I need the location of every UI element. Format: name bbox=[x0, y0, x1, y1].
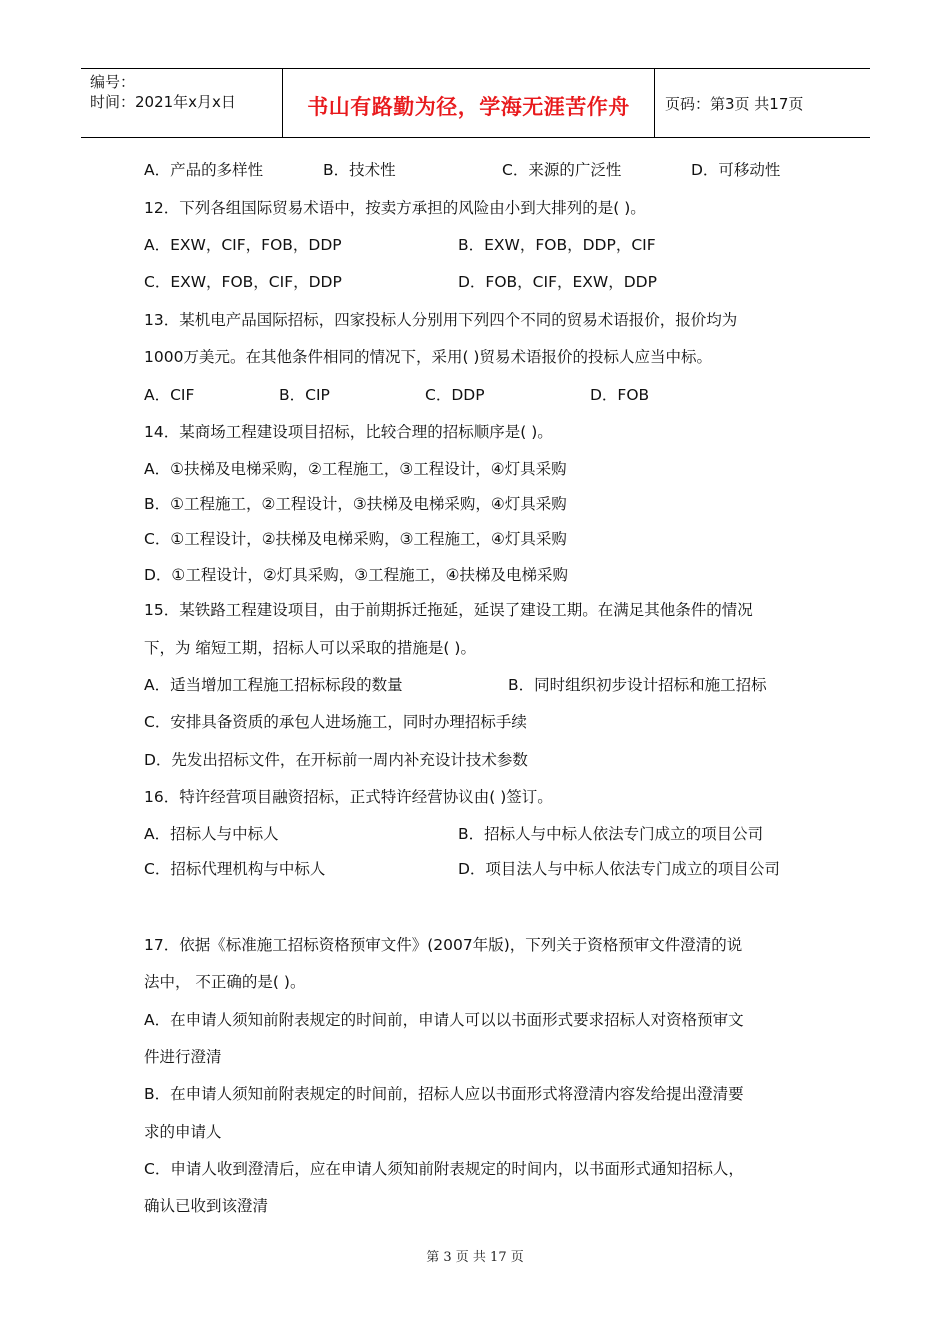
motto: 书山有路勤为径，学海无涯苦作舟 bbox=[307, 95, 630, 119]
q13-stem-line2: 1000万美元。在其他条件相同的情况下，采用( )贸易术语报价的投标人应当中标。 bbox=[144, 348, 712, 366]
q14-stem: 14．某商场工程建设项目招标，比较合理的招标顺序是( )。 bbox=[144, 423, 553, 441]
header-middle-cell bbox=[283, 69, 655, 137]
q12-option-c: C．EXW，FOB，CIF，DDP bbox=[144, 273, 342, 291]
q17-stem-line2: 法中， 不正确的是( )。 bbox=[144, 973, 306, 991]
q17-stem-line1: 17．依据《标准施工招标资格预审文件》(2007年版)，下列关于资格预审文件澄清的说 bbox=[144, 936, 743, 954]
q13-option-a: A．CIF bbox=[144, 386, 195, 404]
q16-stem: 16．特许经营项目融资招标，正式特许经营协议由( )签订。 bbox=[144, 788, 553, 806]
q14-option-a: A．①扶梯及电梯采购，②工程施工，③工程设计，④灯具采购 bbox=[144, 460, 567, 478]
number-label: 编号： bbox=[90, 73, 136, 91]
q13-option-b: B．CIP bbox=[279, 386, 330, 404]
q15-option-c: C．安排具备资质的承包人进场施工，同时办理招标手续 bbox=[144, 713, 527, 731]
q15-option-d: D．先发出招标文件，在开标前一周内补充设计技术参数 bbox=[144, 751, 528, 769]
q13-stem-line1: 13．某机电产品国际招标，四家投标人分别用下列四个不同的贸易术语报价，报价均为 bbox=[144, 311, 738, 329]
q11-option-b: B．技术性 bbox=[323, 161, 396, 179]
q15-option-a: A．适当增加工程施工招标标段的数量 bbox=[144, 676, 403, 694]
q16-option-d: D．项目法人与中标人依法专门成立的项目公司 bbox=[458, 860, 780, 878]
page-info: 页码：第3页 共17页 bbox=[665, 95, 804, 113]
q12-option-b: B．EXW，FOB，DDP，CIF bbox=[458, 236, 656, 254]
q17-option-c-line2: 确认已收到该澄清 bbox=[144, 1197, 269, 1215]
header-right-cell bbox=[655, 69, 870, 137]
q17-option-b-line2: 求的申请人 bbox=[144, 1123, 222, 1141]
q17-option-c-line1: C．申请人收到澄清后，应在申请人须知前附表规定的时间内，以书面形式通知招标人， bbox=[144, 1160, 744, 1178]
q15-stem-line2: 下，为 缩短工期，招标人可以采取的措施是( )。 bbox=[144, 639, 476, 657]
header-left-cell bbox=[81, 69, 283, 137]
q15-option-b: B．同时组织初步设计招标和施工招标 bbox=[508, 676, 767, 694]
q17-option-b-line1: B．在申请人须知前附表规定的时间前，招标人应以书面形式将澄清内容发给提出澄清要 bbox=[144, 1085, 744, 1103]
q16-option-a: A．招标人与中标人 bbox=[144, 825, 279, 843]
page-footer: 第 3 页 共 17 页 bbox=[426, 1250, 524, 1265]
q11-option-a: A．产品的多样性 bbox=[144, 161, 264, 179]
time-label: 时间：2021年x月x日 bbox=[90, 93, 236, 111]
q13-option-d: D．FOB bbox=[590, 386, 650, 404]
q13-option-c: C．DDP bbox=[425, 386, 485, 404]
q16-option-c: C．招标代理机构与中标人 bbox=[144, 860, 326, 878]
q17-option-a-line1: A．在申请人须知前附表规定的时间前，申请人可以以书面形式要求招标人对资格预审文 bbox=[144, 1011, 744, 1029]
q16-option-b: B．招标人与中标人依法专门成立的项目公司 bbox=[458, 825, 764, 843]
q14-option-b: B．①工程施工，②工程设计，③扶梯及电梯采购，④灯具采购 bbox=[144, 495, 567, 513]
q12-option-d: D．FOB，CIF，EXW，DDP bbox=[458, 273, 657, 291]
q12-option-a: A．EXW，CIF，FOB，DDP bbox=[144, 236, 342, 254]
q11-option-d: D．可移动性 bbox=[691, 161, 781, 179]
q14-option-c: C．①工程设计，②扶梯及电梯采购，③工程施工，④灯具采购 bbox=[144, 530, 567, 548]
q12-stem: 12．下列各组国际贸易术语中，按卖方承担的风险由小到大排列的是( )。 bbox=[144, 199, 646, 217]
q17-option-a-line2: 件进行澄清 bbox=[144, 1048, 222, 1066]
page-header bbox=[81, 68, 870, 138]
q15-stem-line1: 15．某铁路工程建设项目，由于前期拆迁拖延，延误了建设工期。在满足其他条件的情况 bbox=[144, 601, 753, 619]
q11-option-c: C．来源的广泛性 bbox=[502, 161, 622, 179]
q14-option-d: D．①工程设计，②灯具采购，③工程施工，④扶梯及电梯采购 bbox=[144, 566, 569, 584]
